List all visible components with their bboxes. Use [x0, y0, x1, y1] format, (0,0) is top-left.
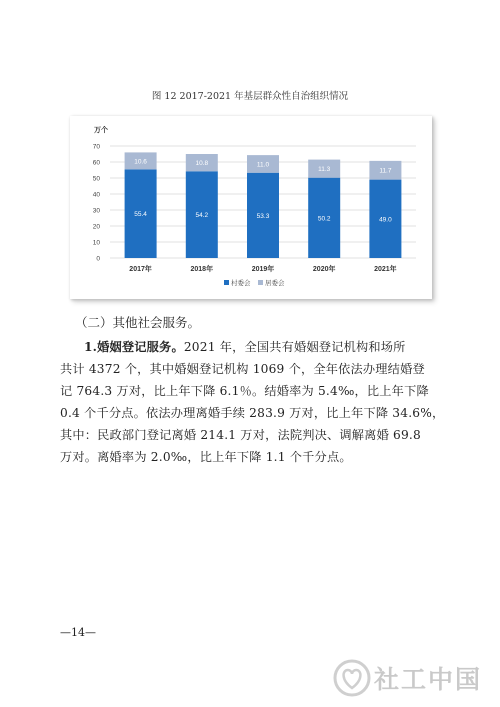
watermark-text: 社工中国: [374, 665, 483, 694]
data-label: 54.2: [195, 212, 209, 220]
data-label: 11.3: [318, 166, 331, 174]
x-tick-label: 2018年: [190, 266, 214, 273]
legend-swatch: [258, 280, 263, 285]
watermark-logo: [332, 656, 492, 700]
section-heading: （二）其他社会服务。: [75, 315, 201, 330]
y-tick-label: 20: [92, 223, 100, 231]
data-label: 10.8: [195, 160, 209, 168]
paragraph-lead: 1.婚姻登记服务。: [84, 340, 184, 354]
paragraph-line-1: [60, 336, 450, 358]
y-tick-label: 10: [92, 239, 100, 247]
y-axis-unit-label: 万个: [94, 127, 108, 134]
y-tick-label: 50: [92, 175, 100, 183]
data-label: 11.0: [256, 161, 270, 169]
y-tick-label: 40: [92, 191, 100, 199]
y-tick-label: 0: [96, 255, 100, 263]
heart-hands-icon: [332, 658, 372, 698]
paragraph-line-4: 0.4 个千分点。依法办理离婚手续 283.9 万对，比上年下降 34.6%，: [60, 406, 445, 420]
paragraph-line-5: 其中：民政部门登记离婚 214.1 万对，法院判决、调解离婚 69.8: [60, 428, 421, 442]
paragraph-line-2: 共计 4372 个，其中婚姻登记机构 1069 个，全年依法办理结婚登: [60, 362, 425, 376]
paragraph-line-3: 记 764.3 万对，比上年下降 6.1％。结婚率为 5.4‰，比上年下降: [60, 384, 429, 398]
paragraph: [60, 336, 450, 468]
data-label: 10.6: [134, 158, 147, 166]
stacked-bar-chart: [70, 116, 432, 299]
x-tick-label: 2020年: [312, 266, 336, 273]
x-tick-label: 2017年: [129, 266, 152, 273]
legend-label: 居委会: [265, 280, 285, 287]
paragraph-line-6: 万对。离婚率为 2.0‰，比上年下降 1.1 个千分点。: [60, 450, 352, 464]
y-tick-label: 60: [92, 159, 100, 167]
x-tick-label: 2019年: [251, 266, 275, 273]
data-label: 11.7: [379, 167, 392, 175]
y-tick-label: 70: [92, 143, 100, 151]
legend-label: 村委会: [231, 280, 251, 287]
data-label: 55.4: [134, 211, 147, 219]
paragraph-line-1-text: 2021 年，全国共有婚姻登记机构和场所: [183, 340, 406, 354]
y-tick-label: 30: [92, 207, 100, 215]
chart-container: [70, 116, 432, 299]
data-label: 49.0: [379, 216, 392, 224]
data-label: 53.3: [256, 212, 270, 220]
data-label: 50.2: [317, 215, 331, 223]
page-number: —14—: [60, 626, 96, 639]
figure-title: 图 12 2017-2021 年基层群众性自治组织情况: [151, 91, 349, 102]
x-tick-label: 2021年: [374, 266, 397, 273]
legend-swatch: [224, 280, 229, 285]
